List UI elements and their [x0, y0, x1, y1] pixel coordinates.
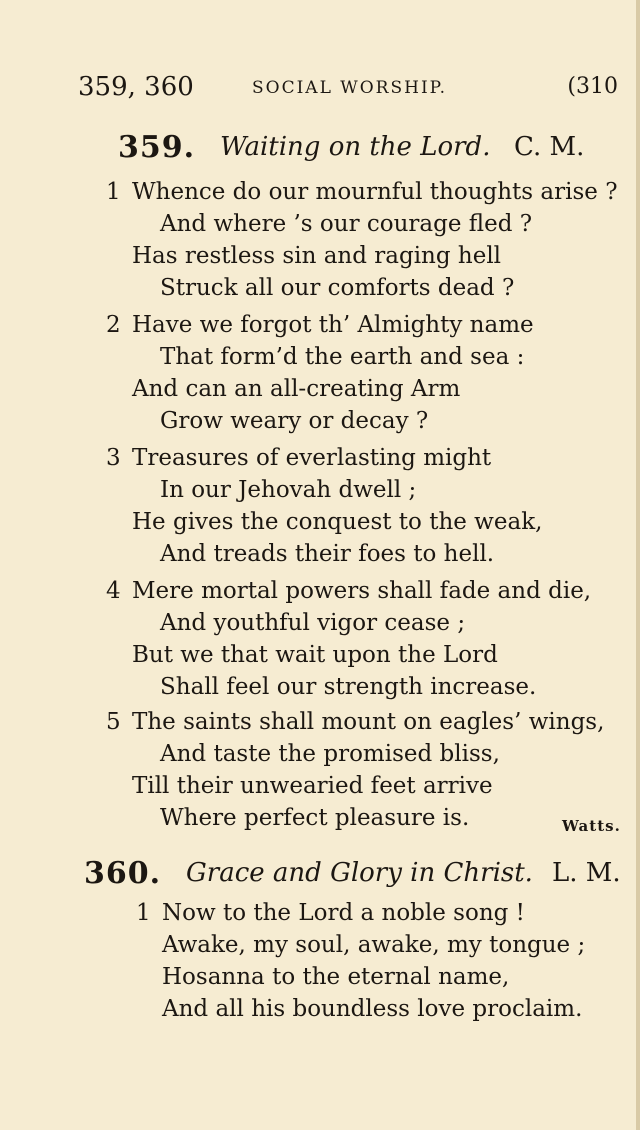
page-edge [636, 0, 640, 1130]
hymn-title: Waiting on the Lord. [220, 132, 491, 162]
verse-line: And where ’s our courage fled ? [160, 211, 533, 237]
verse-line: Struck all our comforts dead ? [160, 275, 515, 301]
hymn-author: Watts. [562, 817, 621, 835]
running-header [78, 72, 618, 108]
verse-line: Now to the Lord a noble song ! [162, 900, 525, 926]
verse-line: And all his boundless love proclaim. [162, 996, 583, 1022]
hymn-title: Grace and Glory in Christ. [186, 858, 533, 888]
header-hymn-range: 359, 360 [78, 72, 194, 102]
verse-line: Grow weary or decay ? [160, 408, 429, 434]
verse-line: Shall feel our strength increase. [160, 674, 537, 700]
verse-line: Have we forgot th’ Almighty name [132, 312, 534, 338]
header-page-number: (310 [567, 74, 618, 99]
verse-number: 4 [106, 578, 121, 604]
verse-line: Where perfect pleasure is. [160, 805, 470, 831]
hymn-meter: L. M. [552, 858, 621, 888]
verse-number: 5 [106, 709, 121, 735]
verse-line: He gives the conquest to the weak, [132, 509, 543, 535]
hymn-number: 360. [84, 856, 162, 891]
verse-number: 3 [106, 445, 121, 471]
hymn-meter: C. M. [514, 132, 585, 162]
verse-line: Has restless sin and raging hell [132, 243, 502, 269]
verse-line: Whence do our mournful thoughts arise ? [132, 179, 618, 205]
hymn-359-heading [118, 130, 598, 170]
hymn-360-heading [84, 856, 624, 896]
verse-line: Treasures of everlasting might [132, 445, 492, 471]
verse-line: And youthful vigor cease ; [160, 610, 466, 636]
header-section-title: SOCIAL WORSHIP. [252, 78, 448, 98]
verse-line: And taste the promised bliss, [160, 741, 500, 767]
verse-line: The saints shall mount on eagles’ wings, [132, 709, 605, 735]
verse-line: Hosanna to the eternal name, [162, 964, 510, 990]
verse-line: But we that wait upon the Lord [132, 642, 498, 668]
verse-line: And can an all-creating Arm [132, 376, 461, 402]
verse-line: Mere mortal powers shall fade and die, [132, 578, 592, 604]
verse-line: Awake, my soul, awake, my tongue ; [162, 932, 586, 958]
verse-number: 2 [106, 312, 121, 338]
verse-line: That form’d the earth and sea : [160, 344, 525, 370]
verse-line: In our Jehovah dwell ; [160, 477, 417, 503]
verse-number: 1 [136, 900, 151, 926]
verse-line: And treads their foes to hell. [160, 541, 495, 567]
verse-number: 1 [106, 179, 121, 205]
hymn-number: 359. [118, 130, 196, 165]
verse-line: Till their unwearied feet arrive [132, 773, 493, 799]
